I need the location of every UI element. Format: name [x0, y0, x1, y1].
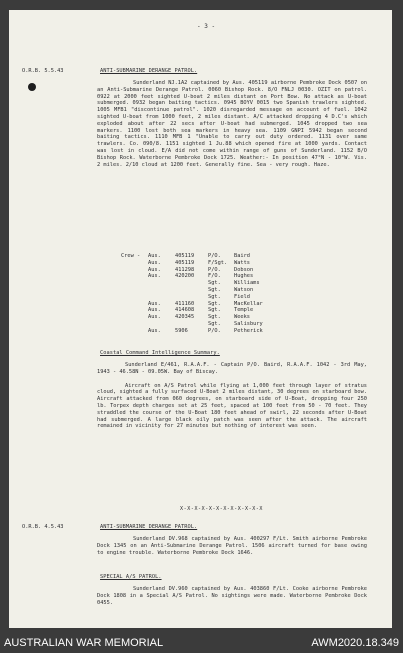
section-paragraph-4: Sunderland DV.960 captained by Aus. 403860 F/Lt. Cooke airborne Pembroke Dock 1808 in a Special A/S Patrol. No sightings were made. Waterborne Pembroke Dock 0455.	[97, 586, 367, 606]
page-number: - 3 -	[197, 23, 216, 30]
section-separator: X-X-X-X-X-X-X-X-X-X-X-X	[180, 506, 264, 512]
section-paragraph-2: Sunderland E/461, R.A.A.F. - Captain P/O. Baird, R.A.A.F. 1042 - 3rd May, 1943 - 46.58N - 09.05W. Bay of Biscay. Aircraft on A/S Patrol while flying at 1,000 feet through layer of stratus cloud, sighted a fully surfaced U-Boat 2 miles distant, 30 degrees on starboard bow. Aircraft attacked from 060 degrees, on starboard side of U-Boat, dropping four 250 lb. Torpex depth charges set at 25 feet, spaced at 100 feet from 50 - 70 feet. They straddled the course of the U-Boat 180 feet ahead of swirl, 22 seconds after U-Boat had submerged. A large black oily patch was seen after the attack. The aircraft remained in vicinity for 27 minutes but nothing of interest was seen.	[97, 362, 367, 430]
crew-row: Aus. 405119 F/Sgt. Watts	[148, 259, 250, 266]
footer-institution: AUSTRALIAN WAR MEMORIAL	[4, 637, 164, 649]
crew-row: Aus. 420345 Sgt. Weeks	[148, 314, 250, 321]
crew-row: Sgt. Williams	[208, 280, 260, 287]
document-body	[9, 10, 392, 628]
crew-row: Aus. 414608 Sgt. Temple	[148, 307, 254, 314]
section-paragraph-3: Sunderland DV.968 captained by Aus. 400297 F/Lt. Smith airborne Pembroke Dock 1345 on an Anti-Submarine Derange Patrol. 1506 aircraft turned for base owing to engine trouble. Waterborne Pembroke Dock 1646.	[97, 536, 367, 556]
document-page	[9, 10, 392, 628]
archive-footer	[0, 633, 403, 653]
crew-row: Sgt. Watson	[208, 286, 254, 293]
orb-date-1: O.R.B. 5.5.43	[22, 68, 64, 74]
punch-hole	[28, 83, 36, 91]
crew-row: Aus. 420200 F/O. Hughes	[148, 273, 254, 280]
section-heading-3: ANTI-SUBMARINE DERANGE PATROL.	[100, 524, 198, 530]
crew-row: Aus. 411160 Sgt. MacKellar	[148, 300, 263, 307]
orb-date-2: O.R.B. 4.5.43	[22, 524, 64, 530]
crew-row: Aus. 5906 P/O. Petherick	[148, 327, 263, 334]
crew-row: Aus. 411298 P/O. Dobson	[148, 266, 254, 273]
crew-label: Crew -	[121, 253, 141, 259]
crew-row: Sgt. Field	[208, 293, 250, 300]
section-paragraph-1: Sunderland NJ.1A2 captained by Aus. 405119 airborne Pembroke Dock 0507 on an Anti-Submarine Derange Patrol. 0060 Bishop Rock. 8/O FNLJ 0030. OZIT on patrol. 0922 at 2000 feet sighted U-boat 2 miles distant on Port Bow. No attack as U-boat submerged. 0932 began baiting tactics. 0945 BOYV 0015 two Spanish trawlers sighted. 1005 MFB1 "discontinue patrol". 1020 disregarded message on account of fuel. 1042 sighted U-boat from 1000 feet, 2 miles distant. A/C attacked dropping 4 D.C's which exploded about after 22 secs after U-boat had submerged. 1045 dropped two sea markers. 1100 lost both sea markers in heavy sea. 1109 GNPI 5942 began second baiting tactics. 1110 MFB 1 "Unable to carry out duty ordered. 1131 over same trawlers. Co. 090/8. 1151 sighted 1 Ju.88 which opened fire at 1000 yards. Contact was lost in cloud. E/A did not come within range of guns of Sunderland. 1152 B/O Bishop Rock. Waterborne Pembroke Dock 1725. Weather:- In position 47°N - 10°W. Vis. 2 miles. 2/10 cloud at 1200 feet. Generally fine. Sea - very rough. Haze.	[97, 80, 367, 168]
section-heading-4: SPECIAL A/S PATROL.	[100, 574, 162, 580]
section-heading-2: Coastal Command Intelligence Summary.	[100, 350, 220, 356]
footer-reference: AWM2020.18.349	[311, 637, 399, 649]
crew-row: Crew - Aus. 405119 P/O. Baird	[121, 253, 250, 259]
crew-row: Sgt. Salisbury	[208, 320, 263, 327]
section-heading-1: ANTI-SUBMARINE DERANGE PATROL.	[100, 68, 198, 74]
crew-list	[121, 253, 294, 335]
